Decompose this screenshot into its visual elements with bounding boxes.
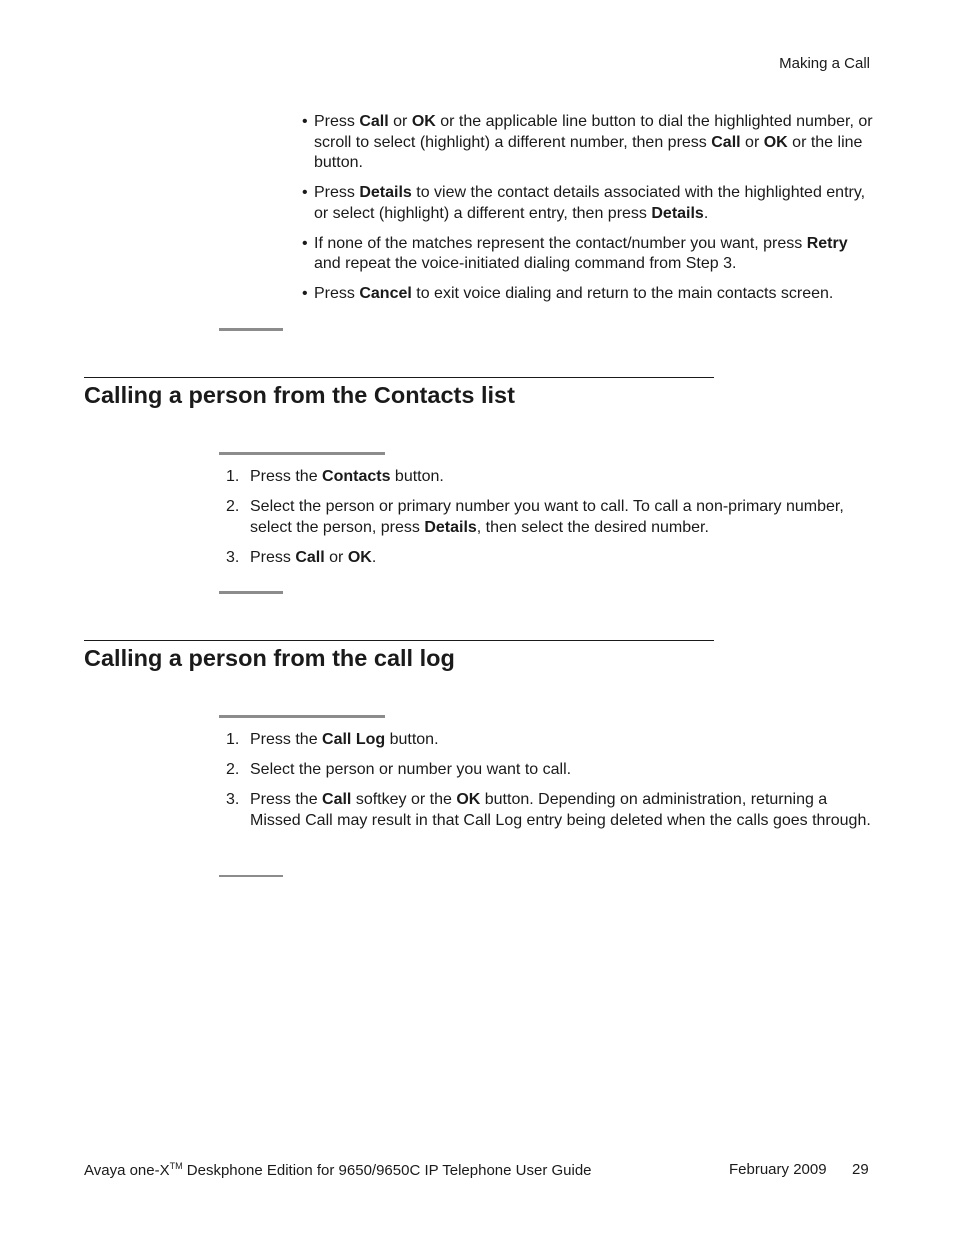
text-run: and repeat the voice-initiated dialing command from Step 3. [314, 255, 737, 272]
section-title-contacts: Calling a person from the Contacts list [84, 382, 515, 408]
bold-term: Call [295, 548, 325, 566]
text-run: or [388, 113, 412, 130]
bold-term: Call Log [322, 731, 386, 748]
footer-document-title [84, 1161, 592, 1179]
step-number: 1. [226, 731, 240, 748]
step-item [226, 730, 874, 751]
text-run: to exit voice dialing and return to the main contacts screen. [411, 285, 834, 302]
text-run: to view the contact details associated with the highlighted entry, or select (highlight) a different entry, then press [314, 184, 866, 222]
step-item [226, 790, 874, 831]
step-item [226, 467, 874, 488]
step-number: 3. [226, 791, 240, 808]
bold-term: Call [359, 113, 389, 130]
bold-term: OK [456, 791, 481, 808]
text-run: Press the [250, 468, 323, 485]
procedure-rule [219, 452, 385, 455]
end-rule [219, 875, 283, 877]
step-text [250, 790, 874, 831]
text-run: Press [314, 184, 360, 201]
step-number: 3. [226, 548, 240, 566]
bullet-item [302, 234, 874, 275]
step-item [226, 760, 874, 781]
text-run: Press [314, 113, 360, 130]
bold-term: Contacts [322, 468, 391, 485]
text-run: Press the [250, 731, 323, 748]
step-number: 1. [226, 468, 240, 485]
page-number: 29 [852, 1161, 869, 1178]
text-run: or the line button. [314, 133, 863, 171]
end-rule [219, 591, 283, 594]
bullet-item [302, 284, 874, 305]
step-number: 2. [226, 498, 240, 515]
intro-bullet-list [302, 112, 874, 314]
text-run: Press the [250, 791, 323, 808]
footer-date: February 2009 [729, 1161, 827, 1178]
text-run: button. [385, 731, 439, 748]
bold-term: OK [763, 133, 788, 151]
bold-term: Cancel [359, 285, 412, 302]
text-run: softkey or the [351, 791, 457, 808]
doc-title-prefix: Avaya one-X [84, 1162, 170, 1179]
step-text [250, 730, 874, 751]
trademark-mark: TM [169, 1161, 183, 1171]
bold-term: Call [711, 133, 741, 151]
step-item [226, 548, 874, 569]
bold-term: Details [651, 204, 704, 222]
text-run: , then select the desired number. [476, 518, 709, 536]
text-run: Select the person or primary number you want to call. To call a non-primary number, select the person, press [250, 498, 844, 536]
bold-term: Call [322, 791, 352, 808]
text-run: Select the person or number you want to call. [250, 761, 572, 778]
text-run: . [371, 548, 377, 566]
step-text [250, 548, 874, 569]
bold-term: OK [347, 548, 372, 566]
doc-title-suffix: Deskphone Edition for 9650/9650C IP Telephone User Guide [182, 1162, 592, 1179]
contacts-step-list [226, 467, 874, 578]
step-text [250, 467, 874, 488]
step-item [226, 497, 874, 538]
text-run: Press [314, 285, 360, 302]
text-run: . [703, 204, 709, 222]
text-run: or the applicable line button to dial the highlighted number, or scroll to select (highlight) a different number, then press [314, 113, 873, 151]
text-run: If none of the matches represent the contact/number you want, press [314, 234, 807, 252]
text-run: or [740, 133, 764, 151]
text-run: Press [250, 548, 296, 566]
bullet-item [302, 183, 874, 224]
step-text [250, 497, 874, 538]
text-run: button. [390, 468, 444, 485]
section-rule [84, 377, 714, 378]
text-run: or [324, 548, 348, 566]
bold-term: Retry [806, 234, 848, 252]
bold-term: OK [411, 113, 436, 130]
section-title-call-log: Calling a person from the call log [84, 645, 455, 671]
end-rule [219, 328, 283, 331]
section-rule [84, 640, 714, 641]
step-number: 2. [226, 761, 240, 778]
call-log-step-list [226, 730, 874, 841]
step-text [250, 760, 874, 781]
procedure-rule [219, 715, 385, 718]
running-header: Making a Call [779, 55, 870, 72]
bold-term: Details [424, 518, 477, 536]
bold-term: Details [359, 184, 412, 201]
bullet-item [302, 112, 874, 174]
text-run: button. Depending on administration, returning a Missed Call may result in that Call Log entry being deleted when the calls goes through. [250, 791, 871, 829]
